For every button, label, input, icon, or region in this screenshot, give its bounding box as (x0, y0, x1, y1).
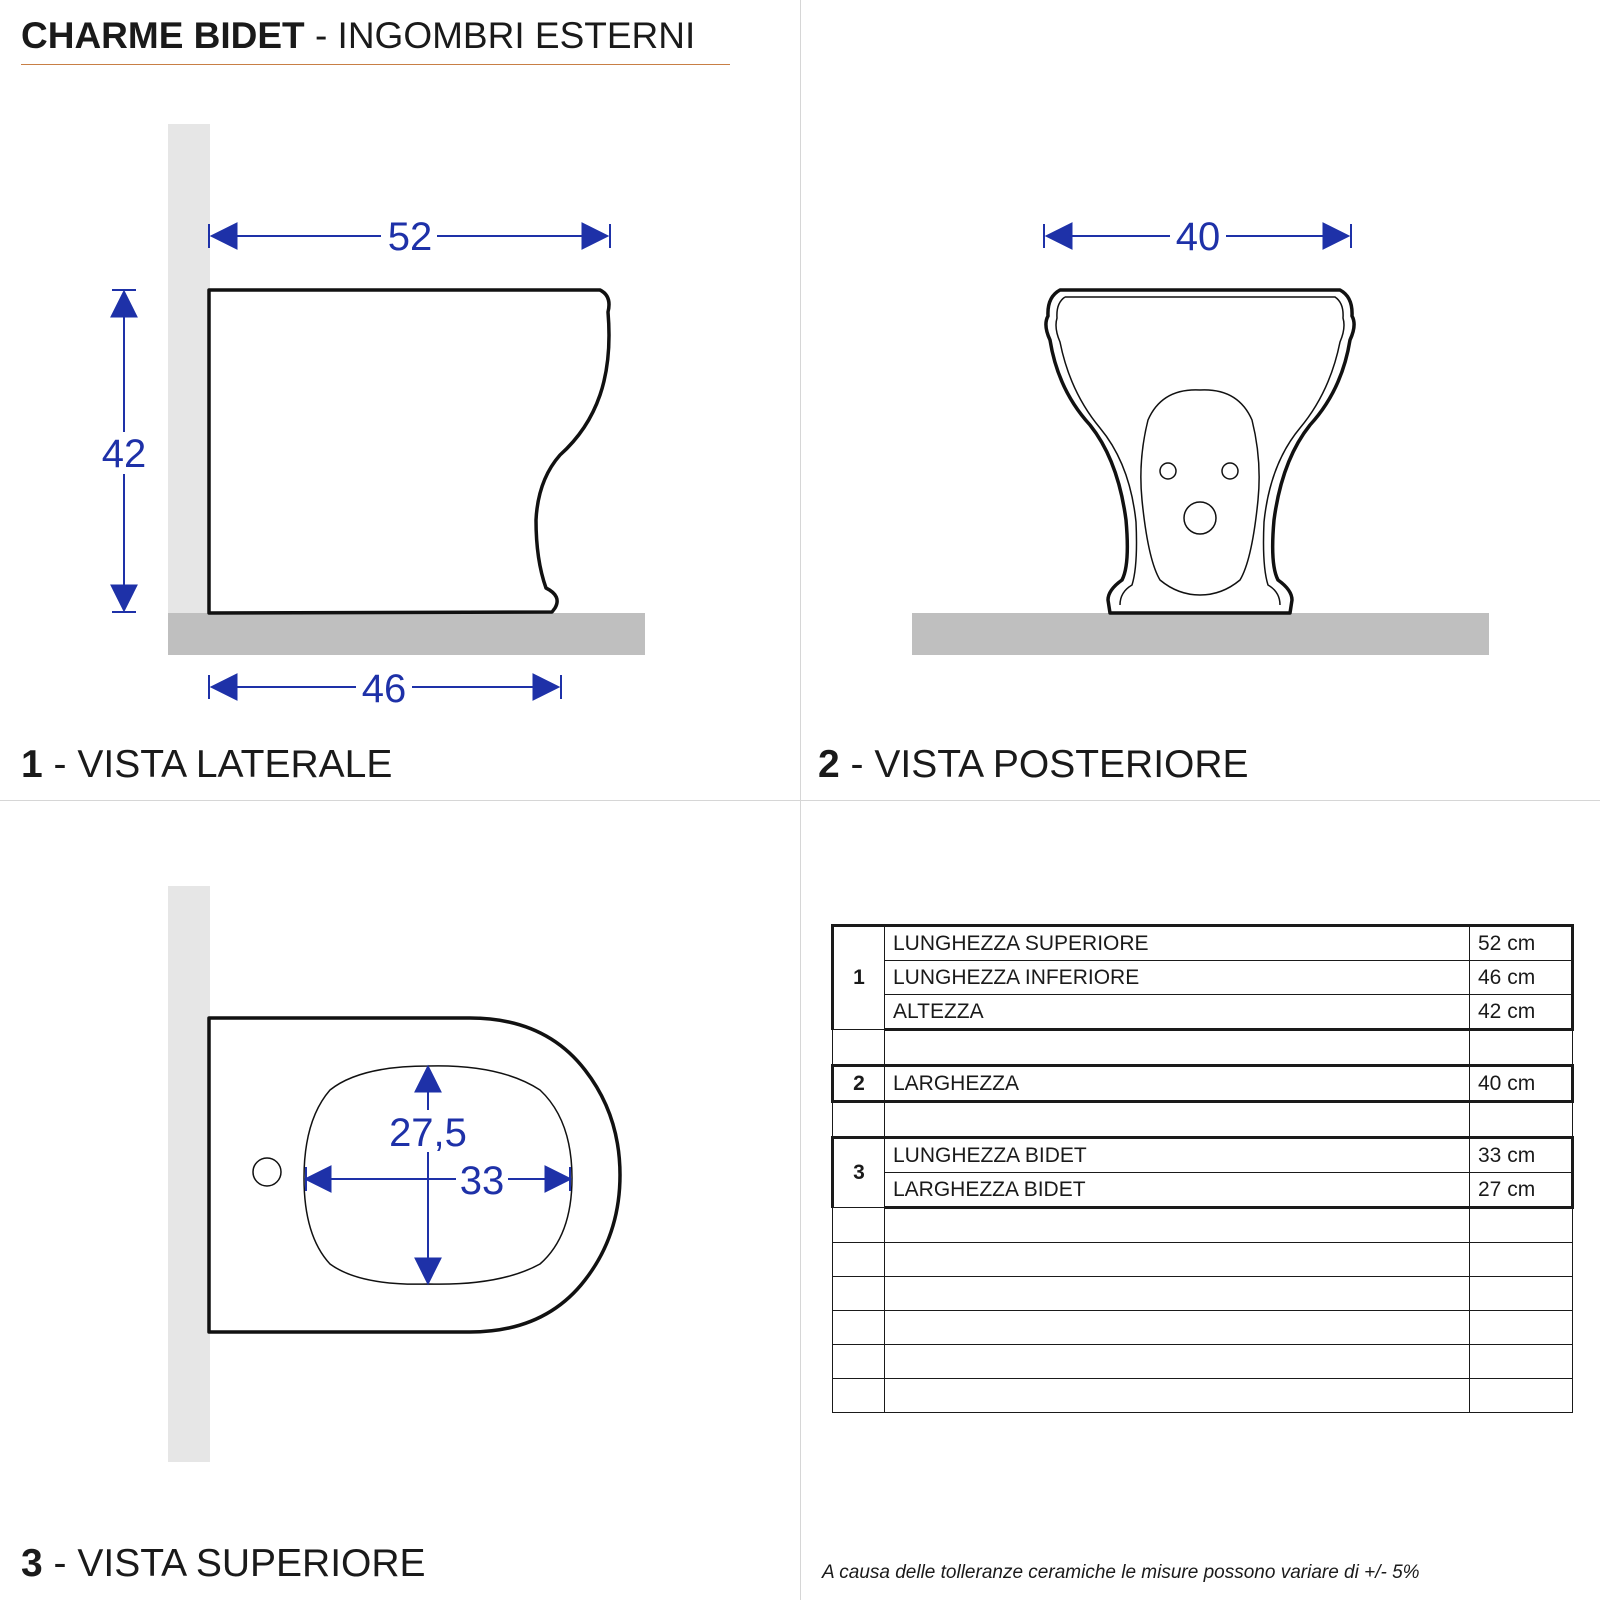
table-value (1470, 1030, 1573, 1066)
side-dim-top-label: 52 (387, 215, 433, 259)
table-label (885, 1379, 1470, 1413)
table-label (885, 1208, 1470, 1243)
table-row (833, 995, 1573, 1030)
table-group-number (833, 1208, 885, 1243)
rear-fixing-hole-right (1222, 463, 1238, 479)
table-group-number (833, 1311, 885, 1345)
table-value: 42 cm (1470, 995, 1573, 1030)
table-group-number (833, 1379, 885, 1413)
table-row (833, 926, 1573, 961)
side-dim-bottom-label: 46 (361, 667, 407, 711)
table-label: LUNGHEZZA BIDET (885, 1138, 1470, 1173)
table-value (1470, 1243, 1573, 1277)
table-label (885, 1311, 1470, 1345)
table-value (1470, 1345, 1573, 1379)
table-row (833, 1102, 1573, 1138)
table-label (885, 1277, 1470, 1311)
table-row (833, 1173, 1573, 1208)
caption-rear-label: - VISTA POSTERIORE (839, 743, 1249, 786)
table-row (833, 1345, 1573, 1379)
table-value: 27 cm (1470, 1173, 1573, 1208)
rear-drain-hole (1184, 502, 1216, 534)
table-group-number (833, 1102, 885, 1138)
top-view (168, 886, 620, 1462)
rear-fixing-hole-left (1160, 463, 1176, 479)
table-row (833, 1030, 1573, 1066)
caption-top-view (21, 1540, 426, 1588)
table-label: LUNGHEZZA SUPERIORE (885, 926, 1470, 961)
table-value (1470, 1277, 1573, 1311)
rear-plate (1141, 390, 1259, 595)
table-value (1470, 1208, 1573, 1243)
table-value (1470, 1379, 1573, 1413)
table-value (1470, 1311, 1573, 1345)
side-bidet-outline (209, 290, 609, 613)
top-tap-hole (253, 1158, 281, 1186)
table-group-number: 2 (833, 1066, 885, 1102)
rear-dim-width-label: 40 (1175, 215, 1221, 259)
table-label: LARGHEZZA (885, 1066, 1470, 1102)
table-value: 33 cm (1470, 1138, 1573, 1173)
caption-side-label: - VISTA LATERALE (42, 743, 393, 786)
table-row (833, 1066, 1573, 1102)
title-subtitle: - INGOMBRI ESTERNI (304, 15, 696, 56)
top-dim-bowl-length-label: 33 (459, 1159, 505, 1203)
caption-rear-number: 2 (818, 743, 840, 786)
rear-view (912, 214, 1489, 655)
table-group-number (833, 1277, 885, 1311)
tolerance-note: A causa delle tolleranze ceramiche le misure possono variare di +/- 5% (822, 1562, 1420, 1583)
caption-side-view (21, 741, 392, 789)
caption-top-label: - VISTA SUPERIORE (42, 1542, 426, 1585)
table-group-number (833, 1243, 885, 1277)
table-row (833, 1138, 1573, 1173)
table-row (833, 1277, 1573, 1311)
table-value: 52 cm (1470, 926, 1573, 961)
table-row (833, 1311, 1573, 1345)
dimensions-table (831, 924, 1574, 1413)
top-bowl-outline (304, 1066, 572, 1284)
caption-rear-view (818, 741, 1249, 789)
title-product: CHARME BIDET (21, 15, 305, 56)
side-wall (168, 124, 210, 614)
side-dim-height-label: 42 (101, 432, 147, 476)
table-group-number (833, 1345, 885, 1379)
table-row (833, 1243, 1573, 1277)
table-value (1470, 1102, 1573, 1138)
table-label: LUNGHEZZA INFERIORE (885, 961, 1470, 995)
table-label: ALTEZZA (885, 995, 1470, 1030)
table-group-number: 3 (833, 1138, 885, 1208)
top-wall (168, 886, 210, 1462)
table-label (885, 1345, 1470, 1379)
table-row (833, 1208, 1573, 1243)
rear-floor (912, 613, 1489, 655)
side-floor (168, 613, 645, 655)
table-label (885, 1102, 1470, 1138)
table-row (833, 1379, 1573, 1413)
table-row (833, 961, 1573, 995)
top-dim-bowl-width-label: 27,5 (389, 1111, 467, 1155)
table-value: 40 cm (1470, 1066, 1573, 1102)
side-view (98, 124, 645, 711)
caption-side-number: 1 (21, 743, 43, 786)
table-label: LARGHEZZA BIDET (885, 1173, 1470, 1208)
caption-top-number: 3 (21, 1542, 43, 1585)
table-value: 46 cm (1470, 961, 1573, 995)
table-label (885, 1030, 1470, 1066)
table-group-number: 1 (833, 926, 885, 1030)
table-group-number (833, 1030, 885, 1066)
table-label (885, 1243, 1470, 1277)
